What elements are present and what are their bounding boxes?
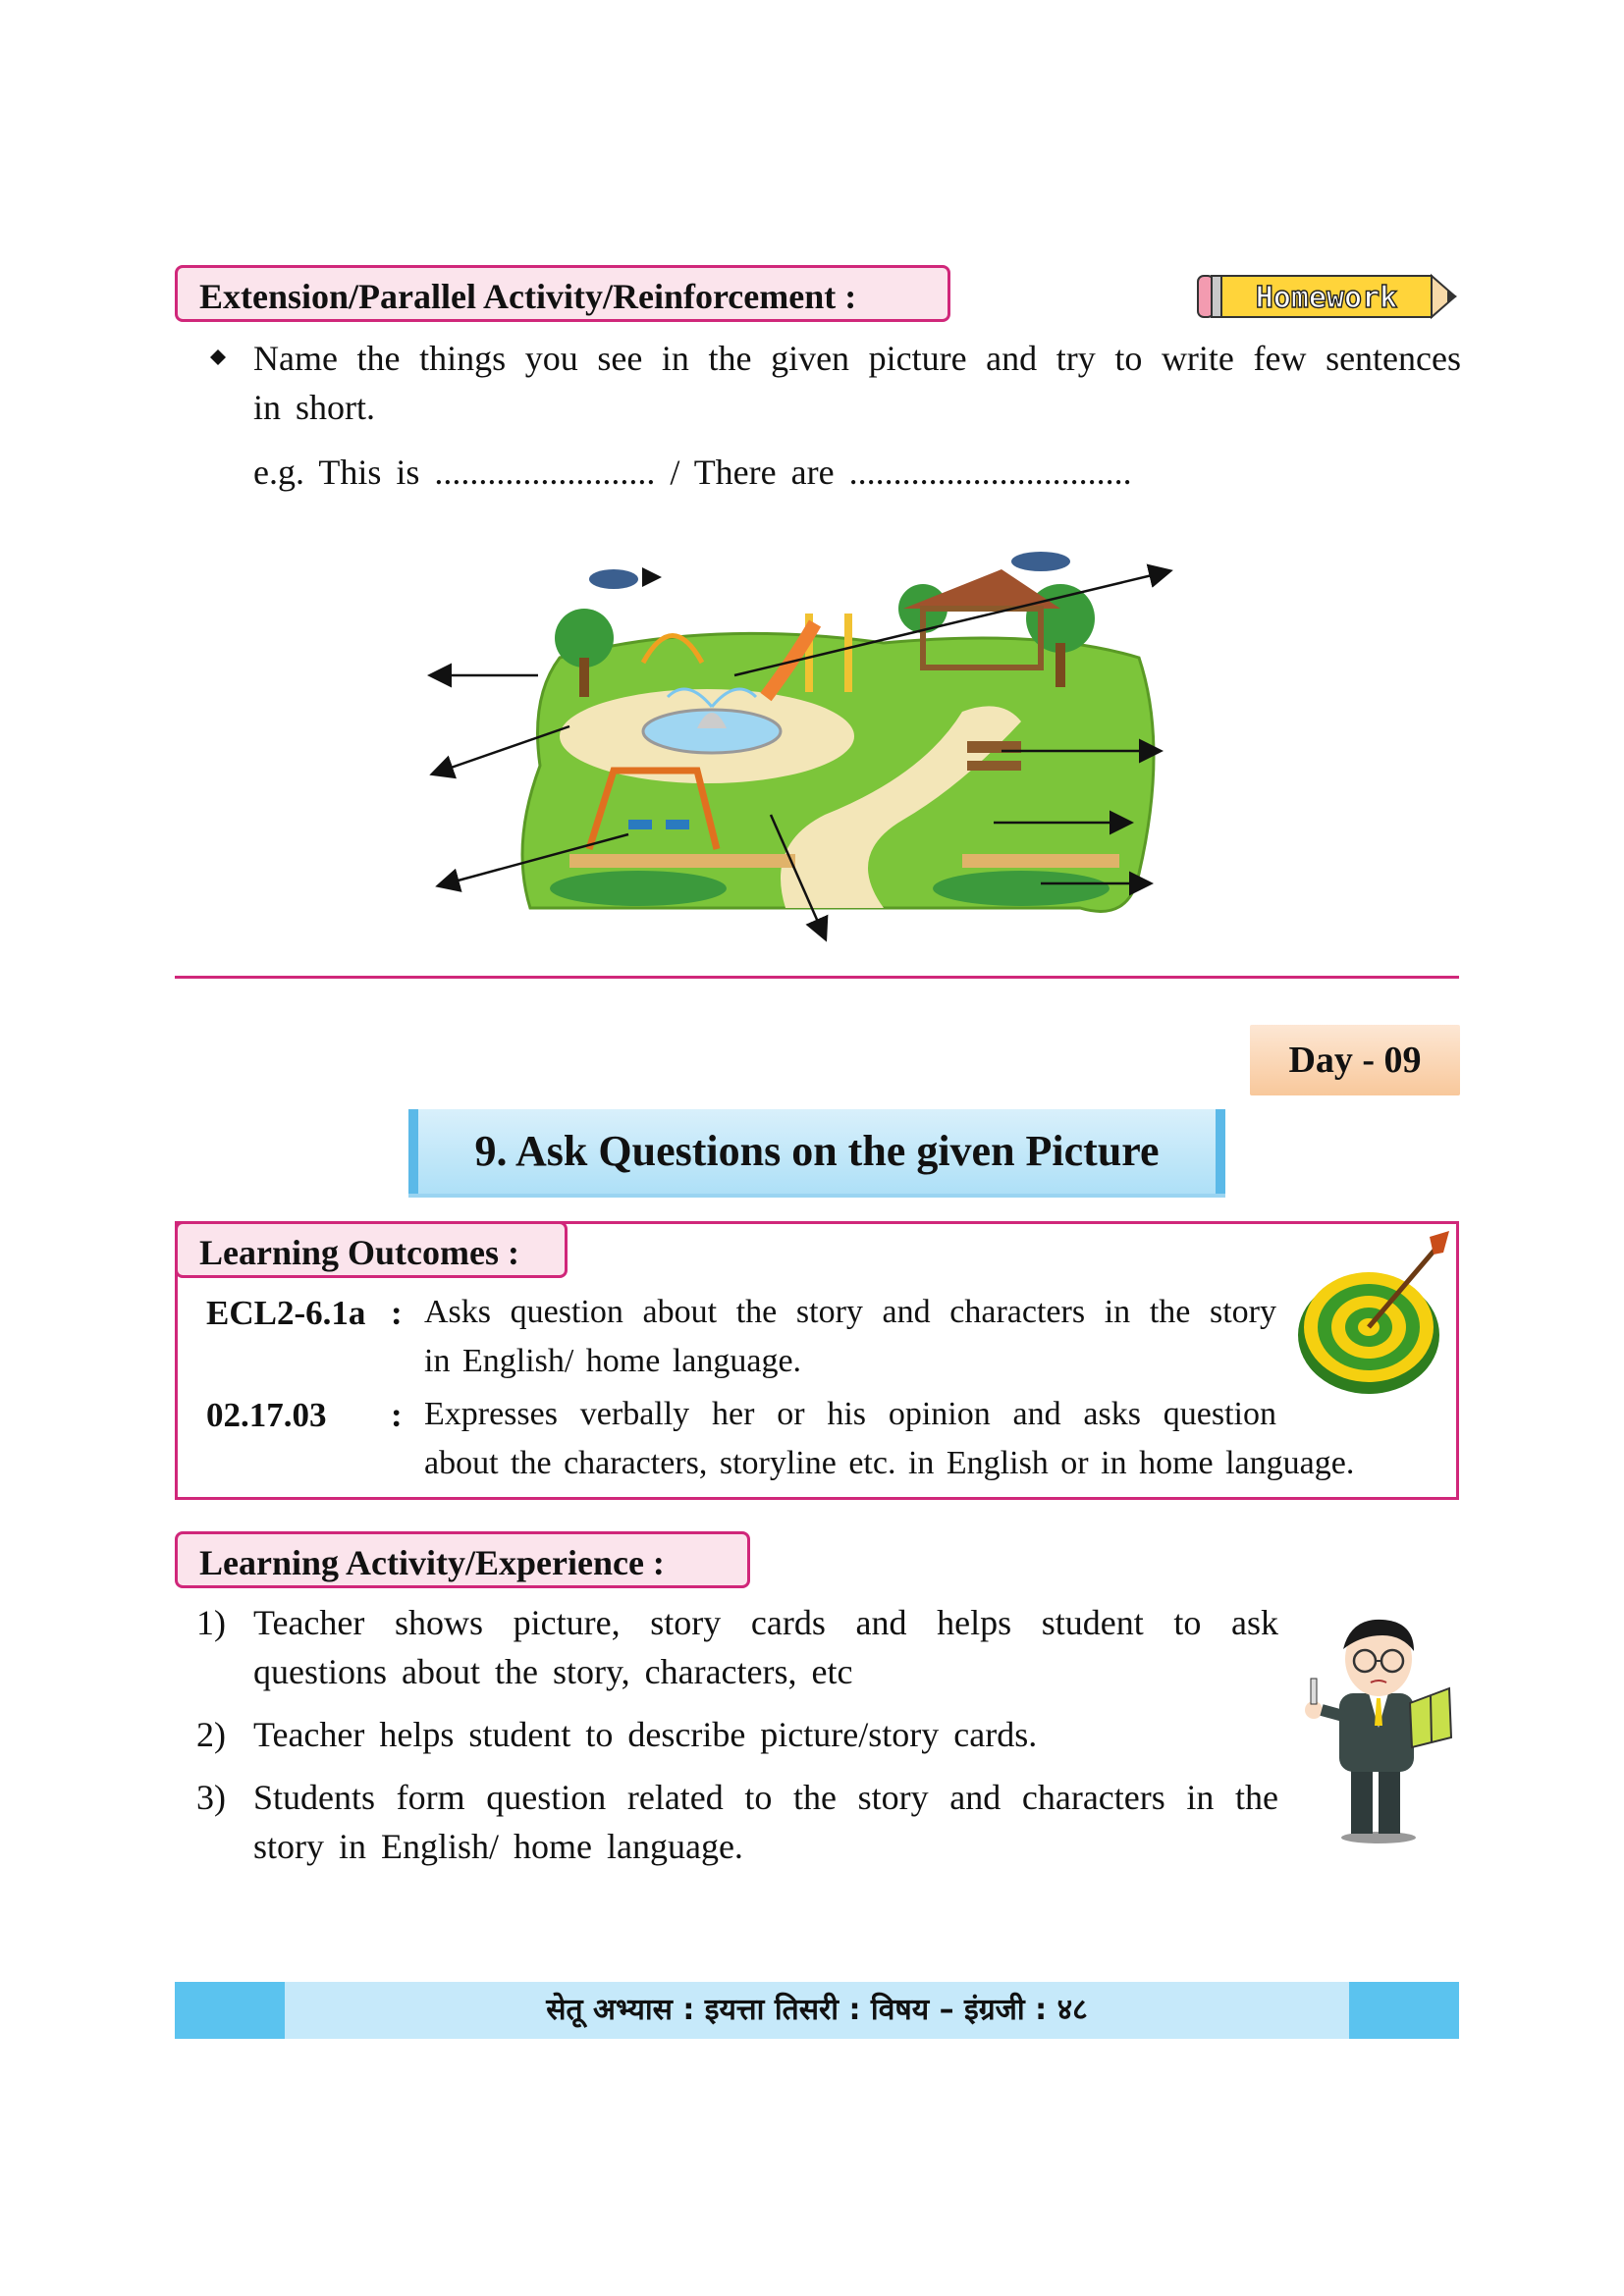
activity-line1: Students form question related to the story and characters in the — [253, 1778, 1278, 1817]
extension-instruction-line1: Name the things you see in the given picture and try to write few sentences — [253, 339, 1461, 378]
outcome-colon: : — [391, 1396, 403, 1434]
activity-line2: story in English/ home language. — [253, 1827, 743, 1866]
activity-line1: Teacher helps student to describe picture/story cards. — [253, 1715, 1038, 1754]
activity-number: 2) — [196, 1715, 226, 1754]
lesson-title-bar — [408, 1109, 1225, 1194]
outcome-text-line1: Expresses verbally her or his opinion and asks question — [424, 1396, 1276, 1432]
park-illustration — [412, 550, 1218, 962]
diamond-bullet-icon — [208, 347, 228, 367]
activity-line1: Teacher shows picture, story cards and helps student to ask — [253, 1603, 1278, 1642]
activity-line2: questions about the story, characters, etc — [253, 1652, 853, 1691]
teacher-illustration — [1292, 1600, 1459, 1845]
lesson-title: 9. Ask Questions on the given Picture — [474, 1127, 1160, 1175]
outcome-text-line2: in English/ home language. — [424, 1343, 802, 1379]
learning-outcomes-heading: Learning Outcomes : — [175, 1221, 568, 1278]
footer-text: सेतू अभ्यास : इयत्ता तिसरी : विषय – इंग्रजी : ४८ — [546, 1993, 1088, 2027]
outcome-text-line1: Asks question about the story and characters in the story — [424, 1294, 1276, 1330]
extension-example: e.g. This is ......................... / There are ................................ — [253, 453, 1132, 492]
outcome-code: ECL2-6.1a — [206, 1294, 366, 1332]
day-badge: Day - 09 — [1250, 1025, 1460, 1095]
homework-label: Homework — [1255, 281, 1398, 315]
extension-heading: Extension/Parallel Activity/Reinforcement : — [175, 265, 950, 322]
outcome-text-line2: about the characters, storyline etc. in English or in home language. — [424, 1445, 1355, 1481]
page-footer — [175, 1982, 1459, 2039]
extension-instruction-line2: in short. — [253, 388, 376, 427]
outcome-colon: : — [391, 1294, 403, 1332]
activity-number: 3) — [196, 1778, 226, 1817]
activity-number: 1) — [196, 1603, 226, 1642]
learning-activity-heading: Learning Activity/Experience : — [175, 1531, 750, 1588]
target-icon — [1290, 1227, 1457, 1394]
section-divider — [175, 976, 1459, 979]
homework-pencil-icon — [1196, 270, 1459, 323]
outcome-code: 02.17.03 — [206, 1396, 327, 1434]
